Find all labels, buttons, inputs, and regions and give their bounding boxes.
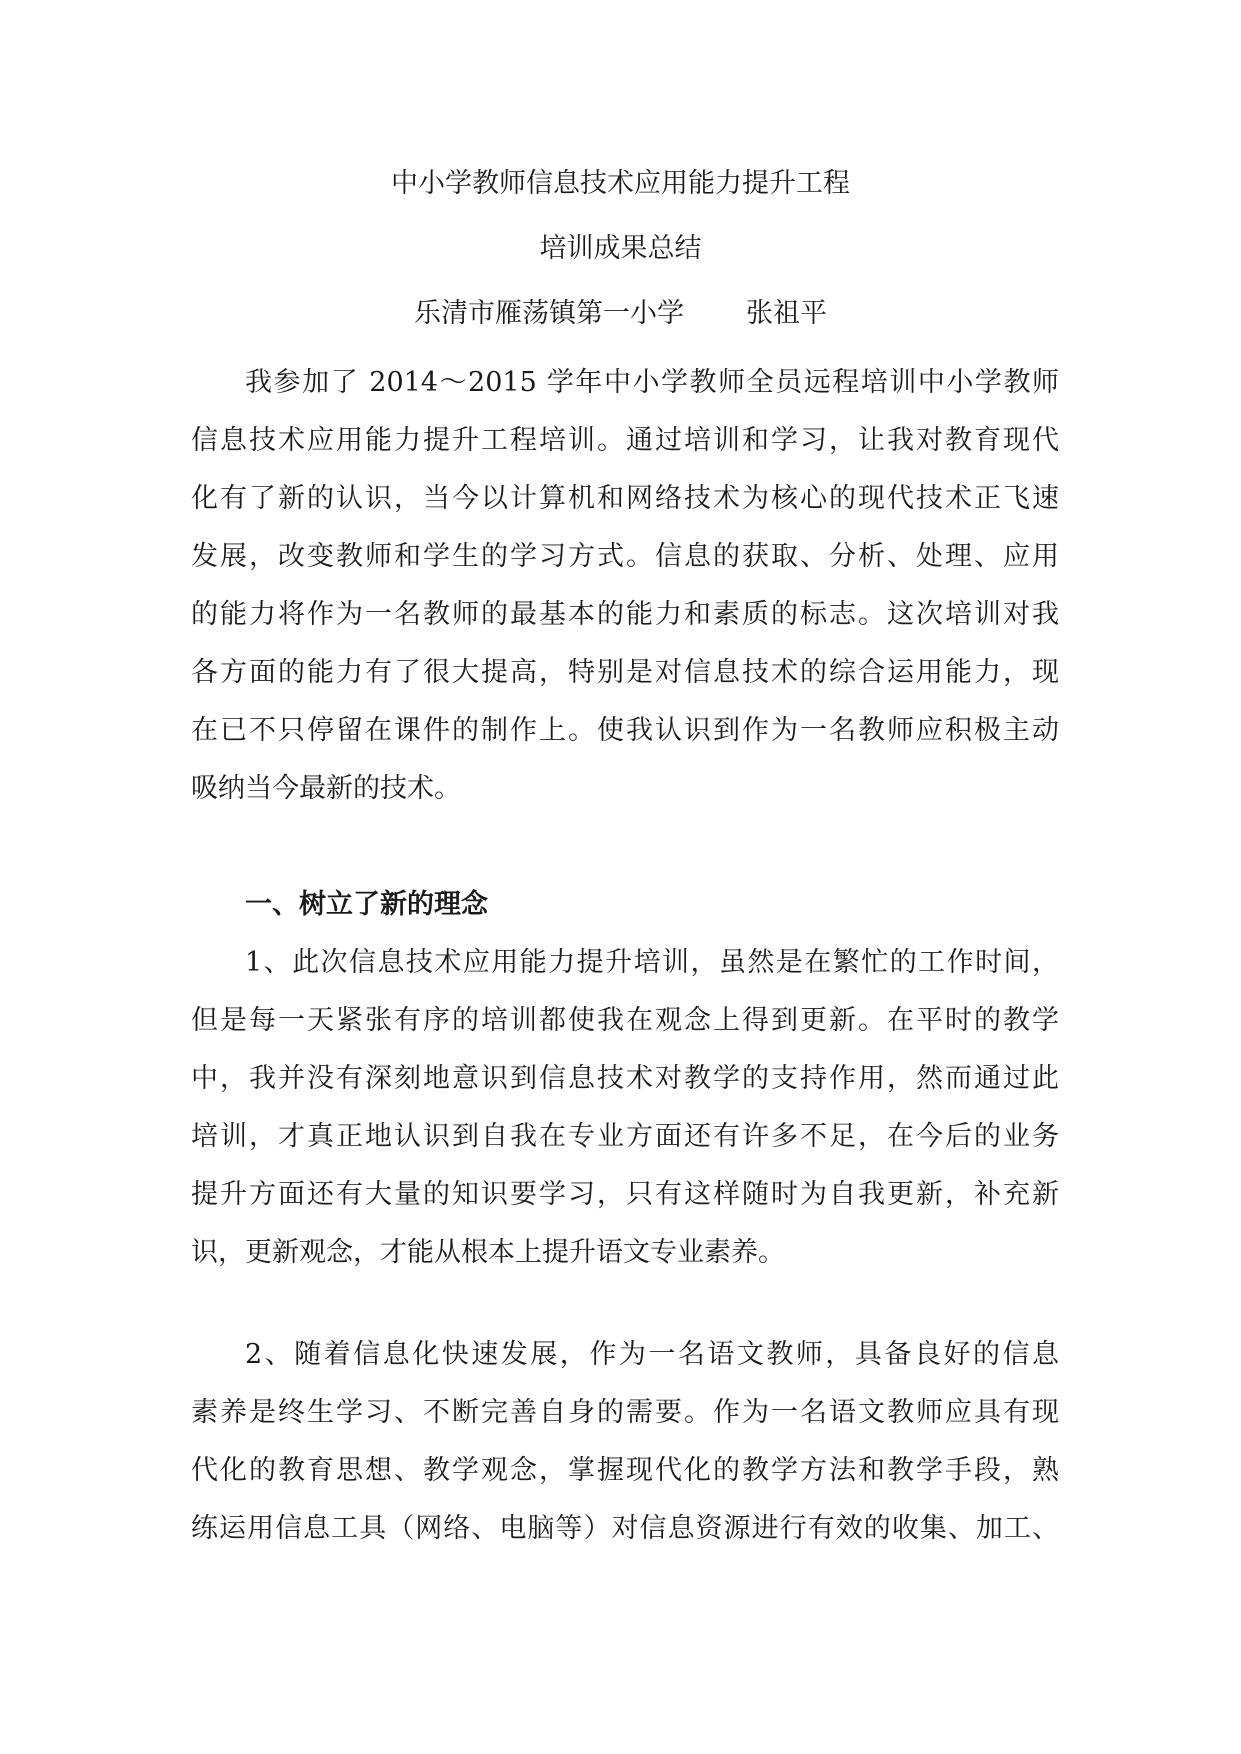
point-1-paragraph (191, 934, 1059, 1282)
paragraph-line: 素养是终生学习、不断完善自身的需要。作为一名语文教师应具有现 (191, 1397, 1059, 1428)
point-2-paragraph (191, 1326, 1059, 1558)
paragraph-line: 我参加了 2014～2015 学年中小学教师全员远程培训中小学教师 (245, 367, 1059, 398)
paragraph-line: 化有了新的认识，当今以计算机和网络技术为核心的现代技术正飞速 (191, 483, 1059, 514)
section-heading: 一、树立了新的理念 (245, 889, 488, 920)
paragraph-line: 的能力将作为一名教师的最基本的能力和素质的标志。这次培训对我 (191, 599, 1059, 630)
paragraph-line: 发展，改变教师和学生的学习方式。信息的获取、分析、处理、应用 (191, 541, 1059, 572)
intro-paragraph (191, 354, 1059, 818)
paragraph-line: 吸纳当今最新的技术。 (191, 773, 461, 804)
paragraph-line: 各方面的能力有了很大提高，特别是对信息技术的综合运用能力，现 (191, 657, 1059, 688)
author-name: 张祖平 (746, 298, 827, 329)
document-subtitle: 培训成果总结 (539, 233, 702, 264)
paragraph-line: 识，更新观念，才能从根本上提升语文专业素养。 (191, 1237, 785, 1268)
paragraph-line: 1、此次信息技术应用能力提升培训，虽然是在繁忙的工作时间， (245, 947, 1059, 978)
document-title: 中小学教师信息技术应用能力提升工程 (391, 168, 850, 199)
paragraph-line: 但是每一天紧张有序的培训都使我在观念上得到更新。在平时的教学 (191, 1005, 1059, 1036)
paragraph-line: 2、随着信息化快速发展，作为一名语文教师，具备良好的信息 (245, 1339, 1059, 1370)
paragraph-line: 代化的教育思想、教学观念，掌握现代化的教学方法和教学手段，熟 (191, 1455, 1059, 1486)
paragraph-line: 练运用信息工具（网络、电脑等）对信息资源进行有效的收集、加工、 (191, 1513, 1059, 1544)
paragraph-line: 提升方面还有大量的知识要学习，只有这样随时为自我更新，补充新 (191, 1179, 1059, 1210)
paragraph-line: 信息技术应用能力提升工程培训。通过培训和学习，让我对教育现代 (191, 425, 1059, 456)
byline (0, 294, 1241, 334)
paragraph-line: 中，我并没有深刻地意识到信息技术对教学的支持作用，然而通过此 (191, 1063, 1059, 1094)
author-school: 乐清市雁荡镇第一小学 (414, 298, 684, 329)
paragraph-line: 培训，才真正地认识到自我在专业方面还有许多不足，在今后的业务 (191, 1121, 1059, 1152)
paragraph-line: 在已不只停留在课件的制作上。使我认识到作为一名教师应积极主动 (191, 715, 1059, 746)
